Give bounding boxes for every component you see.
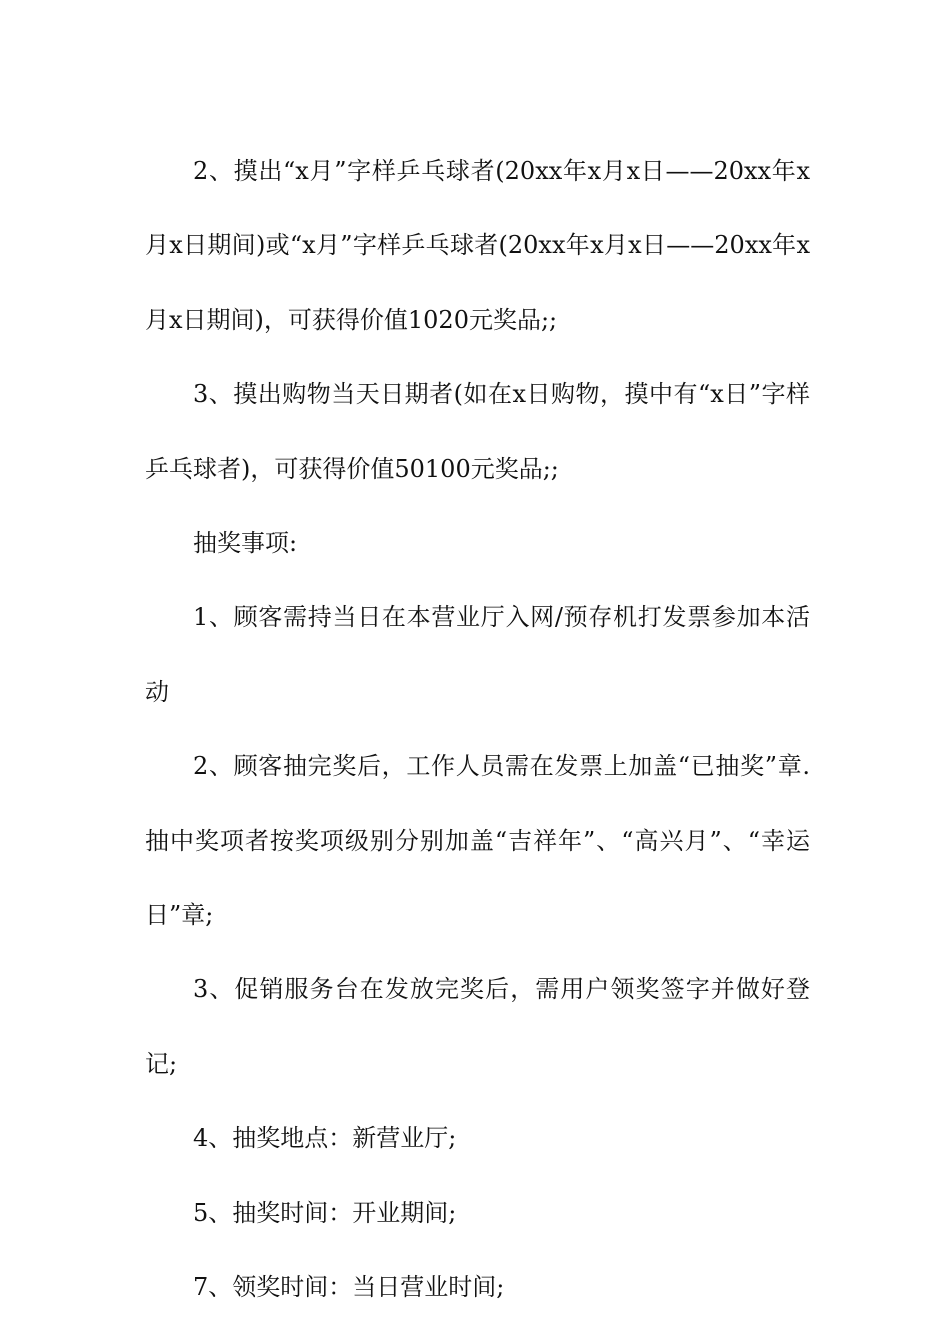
document-body	[145, 134, 810, 1325]
paragraph-note-1: 1、顾客需持当日在本营业厅入网/预存机打发票参加本活动	[145, 603, 810, 706]
paragraph-note-2: 2、顾客抽完奖后，工作人员需在发票上加盖“已抽奖”章.抽中奖项者按奖项级别分别加盖“吉祥年”、“高兴月”、“幸运日”章;	[145, 752, 810, 930]
section-heading-lottery-notes: 抽奖事项:	[193, 529, 298, 558]
paragraph-note-5: 5、抽奖时间：开业期间;	[193, 1198, 457, 1227]
paragraph-note-7: 7、领奖时间：当日营业时间;	[193, 1273, 505, 1302]
paragraph-prize-day: 3、摸出购物当天日期者(如在x日购物，摸中有“x日”字样乒乓球者)，可获得价值50100元奖品;;	[145, 380, 810, 483]
paragraph-note-3: 3、促销服务台在发放完奖后，需用户领奖签字并做好登记;	[145, 975, 810, 1078]
paragraph-prize-month: 2、摸出“x月”字样乒乓球者(20xx年x月x日——20xx年x月x日期间)或“x月”字样乒乓球者(20xx年x月x日——20xx年x月x日期间)，可获得价值1020元奖品;;	[145, 157, 810, 334]
paragraph-note-4: 4、抽奖地点：新营业厅;	[193, 1124, 457, 1153]
